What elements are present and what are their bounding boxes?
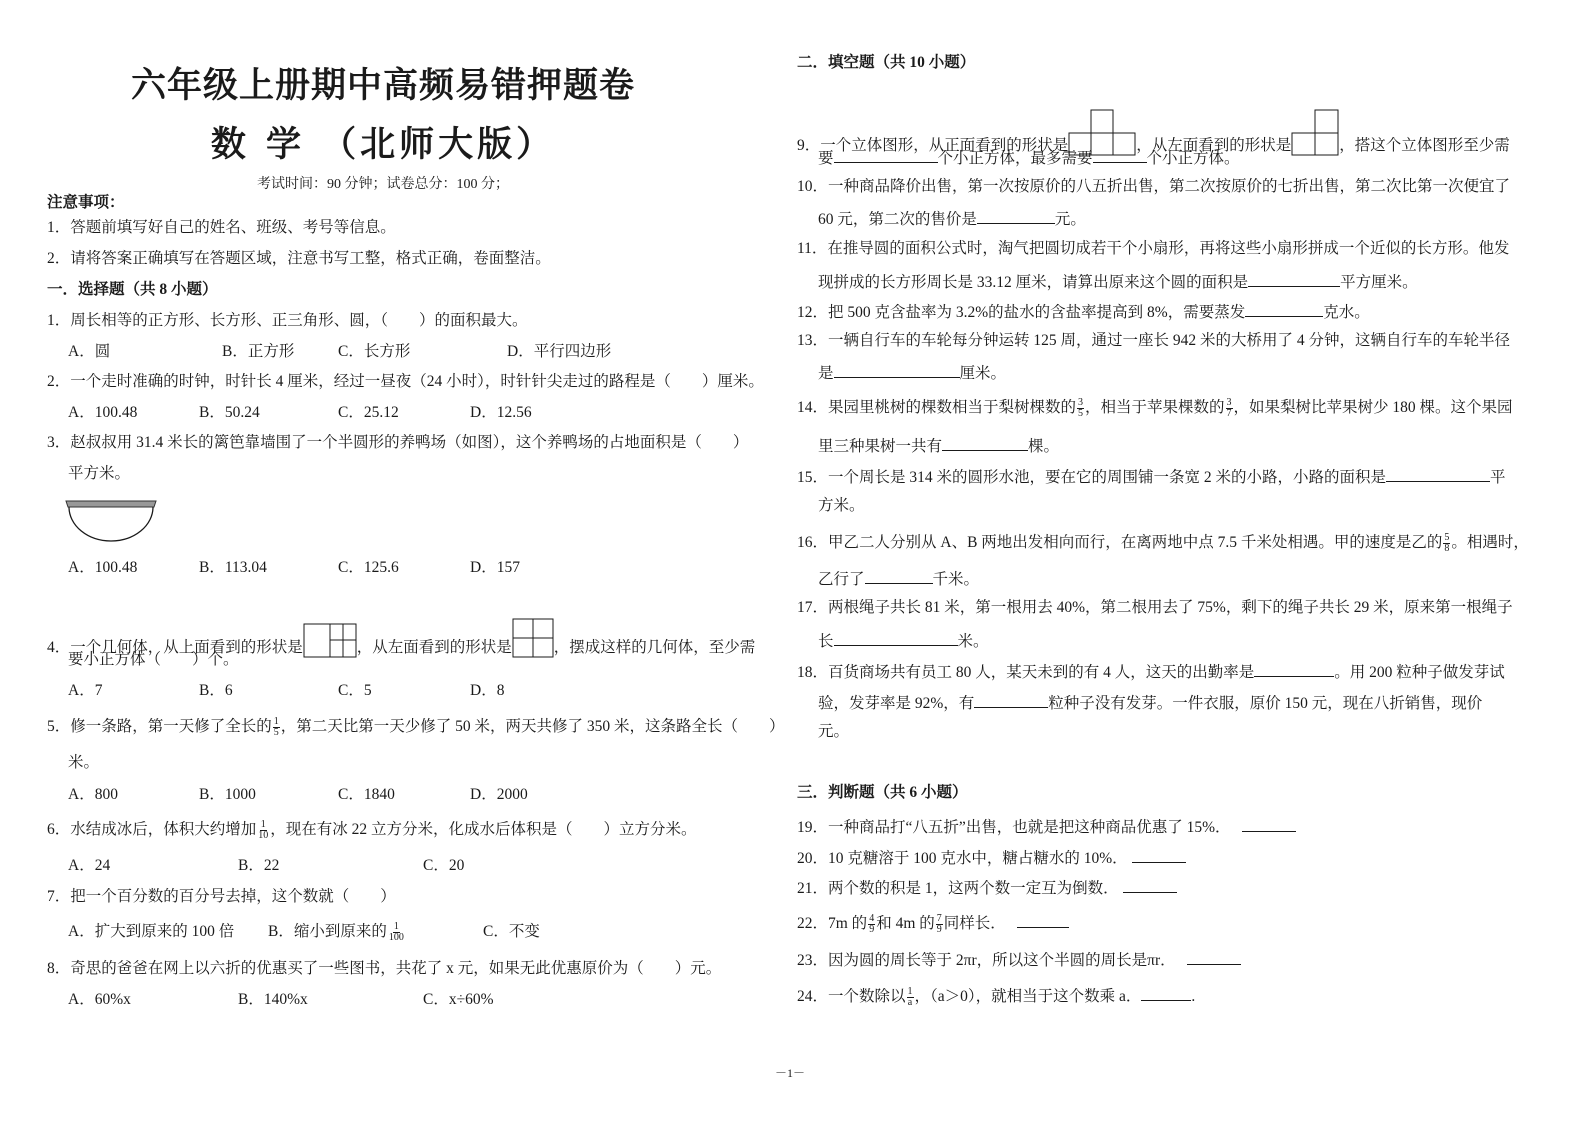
q22-answer-blank[interactable] [1017,911,1069,928]
q4-option-d[interactable]: D．8 [470,682,505,699]
q4-top-view-figure [303,622,357,658]
q1-option-c[interactable]: C．长方形 [338,343,411,360]
question-19: 19．一种商品打“八五折”出售，也就是把这种商品优惠了 15%． [797,815,1296,838]
q20-answer-blank[interactable] [1132,846,1186,863]
q12-answer-blank[interactable] [1245,300,1323,317]
notice-item-2: 2．请将答案正确填写在答题区域，注意书写工整，格式正确，卷面整洁。 [47,250,551,267]
question-24: 24．一个数除以 $\frac{1}{a}$ ，（a＞0），就相当于这个数乘 a． . [797,985,1196,1008]
question-8: 8．奇思的爸爸在网上以六折的优惠买了一些图书，共花了 x 元，如果无此优惠原价为（ ）元。 [47,960,722,977]
q15-answer-blank[interactable] [1386,465,1490,482]
question-18-line-1: 18．百货商场共有员工 80 人，某天未到的有 4 人，这天的出勤率是 。用 200 粒种子做发芽试 [797,660,1505,683]
q7-option-b[interactable]: B．缩小到原来的 $\frac{1}{100}$ [268,921,404,943]
q8-option-a[interactable]: A．60%x [68,991,131,1008]
question-11-line-1: 11．在推导圆的面积公式时，淘气把圆切成若干个小扇形，再将这些小扇形拼成一个近似的长方形。他发 [797,240,1510,257]
q7-option-a[interactable]: A．扩大到原来的 100 倍 [68,923,235,940]
semicircle-pen-figure [66,498,158,544]
q1-option-d[interactable]: D．平行四边形 [507,343,612,360]
question-23: 23．因为圆的周长等于 2πr，所以这个半圆的周长是πr． [797,948,1241,971]
q17-answer-blank[interactable] [834,629,958,646]
question-10-line-2: 60 元，第二次的售价是 元。 [818,207,1086,230]
q7-fraction: $\frac{1}{100}$ [388,921,404,943]
section-1-heading: 一．选择题（共 8 小题） [47,281,218,298]
question-3-line-1: 3．赵叔叔用 31.4 米长的篱笆靠墙围了一个半圆形的养鸭场（如图），这个养鸭场的占地面积是（ ） [47,434,749,451]
q5-option-c[interactable]: C．1840 [338,786,395,803]
q6-part-2: ，现在有冰 22 立方分米，化成水后体积是（ ）立方分米。 [270,821,697,839]
question-18-line-3: 元。 [818,723,850,740]
section-3-heading: 三．判断题（共 6 小题） [797,784,968,801]
q2-option-d[interactable]: D．12.56 [470,404,532,421]
question-9-line-2: 要 个小正方体，最多需要 个小正方体。 [818,146,1240,169]
question-15-line-1: 15．一个周长是 314 米的圆形水池，要在它的周围铺一条宽 2 米的小路，小路的面积是 平 [797,465,1506,488]
q9-left-view-figure [1291,108,1339,156]
q14-fraction-2: $\frac{3}{7}$ [1226,397,1232,419]
q3-option-b[interactable]: B．113.04 [199,559,267,576]
q19-answer-blank[interactable] [1242,815,1296,832]
q4-part-3: ，摆成这样的几何体，至少需 [553,639,756,656]
question-4-line-2: 要小正方体（ ）个。 [68,651,239,668]
exam-subtitle: 数 学 （北师大版） [210,125,556,165]
q24-fraction: $\frac{1}{a}$ [907,985,913,1008]
exam-info: 考试时间：90 分钟；试卷总分：100 分； [257,177,509,192]
page-number: －1－ [774,1066,805,1080]
q4-left-view-figure [512,618,554,658]
question-16-line-1: 16．甲乙二人分别从 A、B 两地出发相向而行，在离两地中点 7.5 千米处相遇。甲的速度是乙的 $\frac{5}{8}$ 。相遇时， [797,532,1529,554]
question-11-line-2: 现拼成的长方形周长是 33.12 厘米，请算出原来这个圆的面积是 平方厘米。 [818,270,1418,293]
q5-part-1: 5．修一条路，第一天修了全长的 [47,718,272,736]
question-14-line-1: 14．果园里桃树的棵数相当于梨树棵数的 $\frac{3}{5}$ ，相当于苹果棵数的 $\frac{3}{7}$ ，如果梨树比苹果树少 180 棵。这个果园 [797,397,1513,419]
question-1: 1．周长相等的正方形、长方形、正三角形、圆，（ ）的面积最大。 [47,312,528,329]
section-2-heading: 二．填空题（共 10 小题） [797,54,976,71]
q16-answer-blank[interactable] [865,567,933,584]
question-6 [47,820,697,841]
q4-option-c[interactable]: C．5 [338,682,372,699]
question-21: 21．两个数的积是 1，这两个数一定互为倒数． [797,876,1177,899]
q8-option-b[interactable]: B．140%x [238,991,308,1008]
q6-fraction: $\frac{1}{10}$ [258,819,269,841]
question-2: 2．一个走时准确的时钟，时针长 4 厘米，经过一昼夜（24 小时），时针针尖走过的路程是（ ）厘米。 [47,373,764,390]
q14-fraction-1: $\frac{3}{5}$ [1078,397,1084,419]
q13-answer-blank[interactable] [834,361,960,378]
question-17-line-2: 长 米。 [818,629,989,652]
q2-option-c[interactable]: C．25.12 [338,404,399,421]
question-16-line-2: 乙行了 千米。 [818,567,979,590]
q9-answer-blank-2[interactable] [1093,146,1147,163]
q6-option-c[interactable]: C．20 [423,857,465,874]
q16-fraction: $\frac{5}{8}$ [1444,532,1450,554]
q5-fraction: $\frac{1}{5}$ [273,716,279,738]
q9-part-2: ，从左面看到的形状是 [1136,137,1292,154]
question-15-line-2: 方米。 [818,497,865,514]
q5-option-b[interactable]: B．1000 [199,786,256,803]
q5-option-d[interactable]: D．2000 [470,786,528,803]
q21-answer-blank[interactable] [1123,876,1177,893]
question-17-line-1: 17．两根绳子共长 81 米，第一根用去 40%，第二根用去了 75%，剩下的绳子共长 29 米，原来第一根绳子 [797,599,1513,616]
wall-shape [66,501,156,507]
q6-option-a[interactable]: A．24 [68,857,111,874]
question-20: 20．10 克糖溶于 100 克水中，糖占糖水的 10%． [797,846,1186,869]
q4-part-2: ，从左面看到的形状是 [356,639,512,656]
q9-part-3: ，搭这个立体图形至少需 [1339,137,1510,154]
q14-answer-blank[interactable] [942,434,1028,451]
q11-answer-blank[interactable] [1248,270,1340,287]
q6-option-b[interactable]: B．22 [238,857,280,874]
q6-part-1: 6．水结成冰后，体积大约增加 [47,821,257,839]
q4-option-a[interactable]: A．7 [68,682,103,699]
q1-option-a[interactable]: A．圆 [68,343,111,360]
q1-option-b[interactable]: B．正方形 [222,343,295,360]
question-7: 7．把一个百分数的百分号去掉，这个数就（ ） [47,888,396,905]
semicircle-fence-shape [69,507,153,541]
q2-option-a[interactable]: A．100.48 [68,404,138,421]
question-3-line-2: 平方米。 [68,465,131,482]
exam-title: 六年级上册期中高频易错押题卷 [130,66,635,106]
q18-answer-blank-1[interactable] [1254,660,1334,677]
question-22: 22．7m 的 $\frac{4}{9}$ 和 4m 的 $\frac{7}{9}$ 同样长． [797,911,1069,935]
notice-heading: 注意事项： [47,194,125,211]
question-5-line-2: 米。 [68,754,100,771]
question-12: 12．把 500 克含盐率为 3.2%的盐水的含盐率提高到 8%，需要蒸发 克水。 [797,300,1370,323]
q4-part-1: 4．一个几何体，从上面看到的形状是 [47,639,303,656]
q9-answer-blank-1[interactable] [834,146,938,163]
question-13-line-1: 13．一辆自行车的车轮每分钟运转 125 周，通过一座长 942 米的大桥用了 4 分钟，这辆自行车的车轮半径 [797,332,1511,349]
q3-option-a[interactable]: A．100.48 [68,559,138,576]
q5-option-a[interactable]: A．800 [68,786,118,803]
q7-option-c[interactable]: C．不变 [483,923,540,940]
q5-part-2: ，第二天比第一天少修了 50 米，两天共修了 350 米，这条路全长（ ） [280,718,785,736]
question-18-line-2: 验，发芽率是 92%，有 粒种子没有发芽。一件衣服，原价 150 元，现在八折销售，现价 [818,691,1482,714]
q10-answer-blank[interactable] [977,207,1055,224]
q4-option-b[interactable]: B．6 [199,682,233,699]
q8-option-c[interactable]: C．x÷60% [423,991,494,1008]
q22-fraction-2: $\frac{7}{9}$ [936,912,942,935]
q2-option-b[interactable]: B．50.24 [199,404,260,421]
question-10-line-1: 10．一种商品降价出售，第一次按原价的八五折出售，第二次按原价的七折出售，第二次比第一次便宜了 [797,178,1511,195]
q18-answer-blank-2[interactable] [974,691,1048,708]
q22-fraction-1: $\frac{4}{9}$ [869,912,875,935]
question-5-line-1 [47,717,785,738]
q23-answer-blank[interactable] [1187,948,1241,965]
q3-option-d[interactable]: D．157 [470,559,520,576]
question-14-line-2: 里三种果树一共有 棵。 [818,434,1059,457]
q24-answer-blank[interactable] [1141,984,1191,1001]
q9-part-1: 9．一个立体图形，从正面看到的形状是 [797,137,1069,154]
question-13-line-2: 是 厘米。 [818,361,1006,384]
notice-item-1: 1．答题前填写好自己的姓名、班级、考号等信息。 [47,219,396,236]
q3-option-c[interactable]: C．125.6 [338,559,399,576]
